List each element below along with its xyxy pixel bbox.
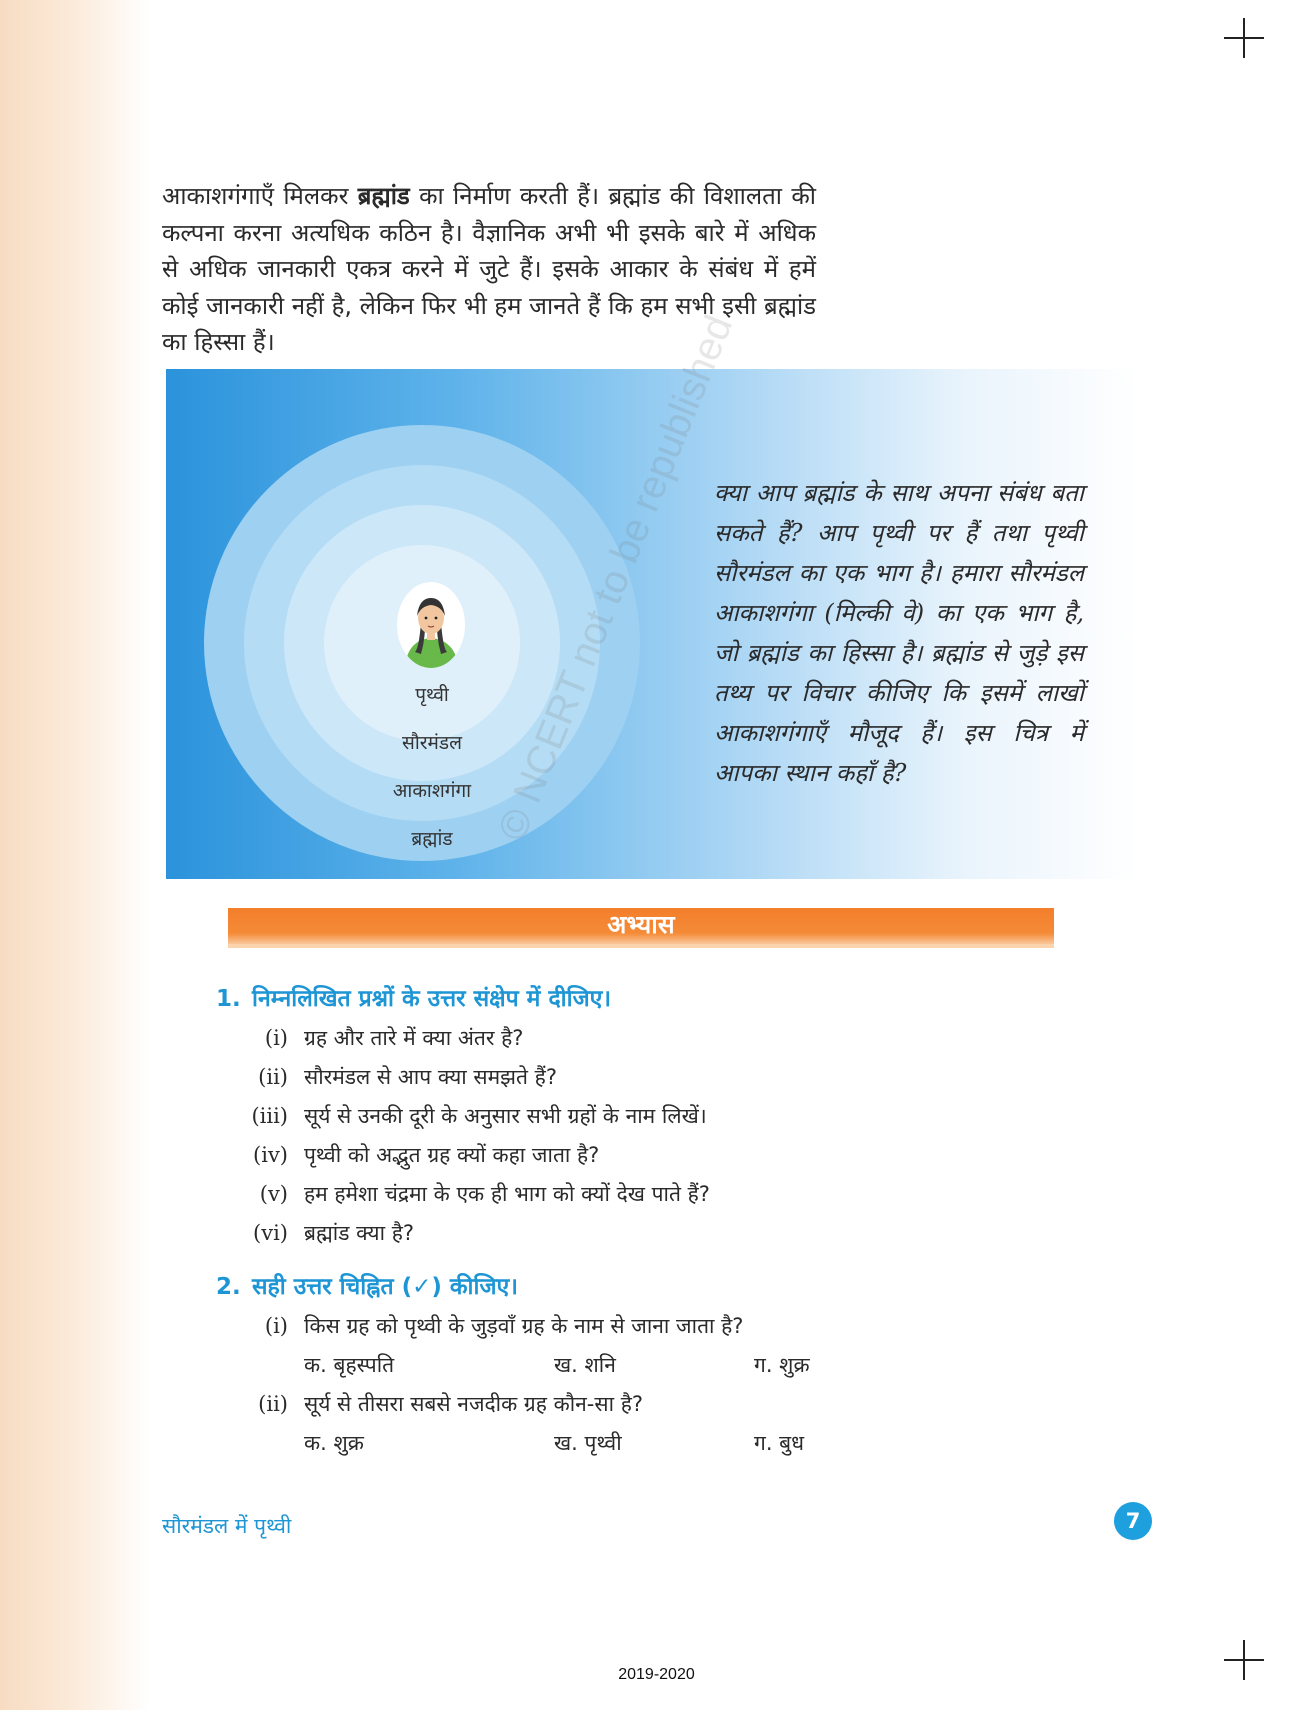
page-number: 7	[1114, 1502, 1152, 1540]
list-item	[230, 1218, 870, 1248]
item-text: ब्रह्मांड क्या है?	[304, 1221, 414, 1245]
exercise-banner	[228, 908, 1054, 948]
figure-caption: क्या आप ब्रह्मांड के साथ अपना संबंध बता सकते हैं? आप पृथ्वी पर हैं तथा पृथ्वी सौरमंडल का एक भाग है। हमारा सौरमंडल आकाशगंगा (मिल्की वे) का एक भाग है, जो ब्रह्मांड का हिस्सा है। ब्रह्मांड से जुड़े इस तथ्य पर विचार कीजिए कि इसमें लाखों आकाशगंगाएँ मौजूद हैं। इस चित्र में आपका स्थान कहाँ है?	[714, 479, 1084, 787]
question-1-heading	[216, 984, 611, 1014]
list-item	[230, 1101, 870, 1131]
option-a: क. बृहस्पति	[304, 1353, 395, 1377]
intro-text-start: आकाशगंगाएँ मिलकर	[162, 182, 358, 210]
question-1-number: 1.	[216, 986, 241, 1012]
exercise-title: अभ्यास	[607, 910, 675, 939]
item-text: पृथ्वी को अद्भुत ग्रह क्यों कहा जाता है?	[304, 1143, 600, 1167]
item-label: (vi)	[253, 1221, 288, 1245]
option-c: ग. बुध	[754, 1431, 805, 1455]
label-galaxy: आकाशगंगा	[392, 780, 472, 802]
item-text: हम हमेशा चंद्रमा के एक ही भाग को क्यों देख पाते हैं?	[304, 1182, 710, 1206]
label-solar-system: सौरमंडल	[402, 732, 462, 754]
question-2-text: सही उत्तर चिह्नित (✓) कीजिए।	[252, 1274, 518, 1300]
crop-mark-top	[1224, 18, 1264, 58]
footer-chapter-title: सौरमंडल में पृथ्वी	[162, 1514, 292, 1538]
item-label: (v)	[259, 1182, 288, 1206]
question-2-heading	[216, 1272, 518, 1302]
list-item	[230, 1311, 870, 1341]
footer-year: 2019-2020	[618, 1666, 695, 1683]
universe-figure	[166, 369, 1140, 879]
item-label: (ii)	[258, 1065, 288, 1089]
item-text: सौरमंडल से आप क्या समझते हैं?	[304, 1065, 557, 1089]
item-label: (iii)	[251, 1104, 288, 1128]
list-item	[230, 1023, 870, 1053]
list-item	[230, 1179, 870, 1209]
item-label: (i)	[264, 1314, 288, 1338]
list-item	[230, 1389, 870, 1419]
list-item	[230, 1140, 870, 1170]
intro-paragraph	[162, 178, 816, 361]
option-c: ग. शुक्र	[754, 1353, 810, 1377]
page-margin-strip	[0, 0, 150, 1710]
list-item	[230, 1062, 870, 1092]
item-text: किस ग्रह को पृथ्वी के जुड़वाँ ग्रह के नाम से जाना जाता है?	[304, 1314, 744, 1338]
item-text: सूर्य से तीसरा सबसे नजदीक ग्रह कौन-सा है?	[304, 1392, 643, 1416]
option-a: क. शुक्र	[304, 1431, 364, 1455]
option-b: ख. शनि	[554, 1353, 616, 1377]
intro-text-rest: का निर्माण करती हैं। ब्रह्मांड की विशालता की कल्पना करना अत्यधिक कठिन है। वैज्ञानिक अभी भी इसके बारे में अधिक से अधिक जानकारी एकत्र करने में जुटे हैं। इसके आकार के संबंध में हमें कोई जानकारी नहीं है, लेकिन फिर भी हम जानते हैं कि हम सभी इसी ब्रह्मांड का हिस्सा हैं।	[162, 182, 816, 356]
question-1-text: निम्नलिखित प्रश्नों के उत्तर संक्षेप में दीजिए।	[252, 986, 612, 1012]
item-label: (iv)	[253, 1143, 288, 1167]
girl-illustration	[397, 582, 465, 668]
label-earth: पृथ्वी	[415, 684, 449, 706]
item-label: (ii)	[258, 1392, 288, 1416]
label-universe: ब्रह्मांड	[411, 828, 453, 850]
item-text: सूर्य से उनकी दूरी के अनुसार सभी ग्रहों के नाम लिखें।	[304, 1104, 707, 1128]
question-2-number: 2.	[216, 1274, 241, 1300]
item-text: ग्रह और तारे में क्या अंतर है?	[304, 1026, 524, 1050]
option-b: ख. पृथ्वी	[554, 1431, 622, 1455]
item-label: (i)	[264, 1026, 288, 1050]
intro-bold-term: ब्रह्मांड	[357, 182, 410, 210]
